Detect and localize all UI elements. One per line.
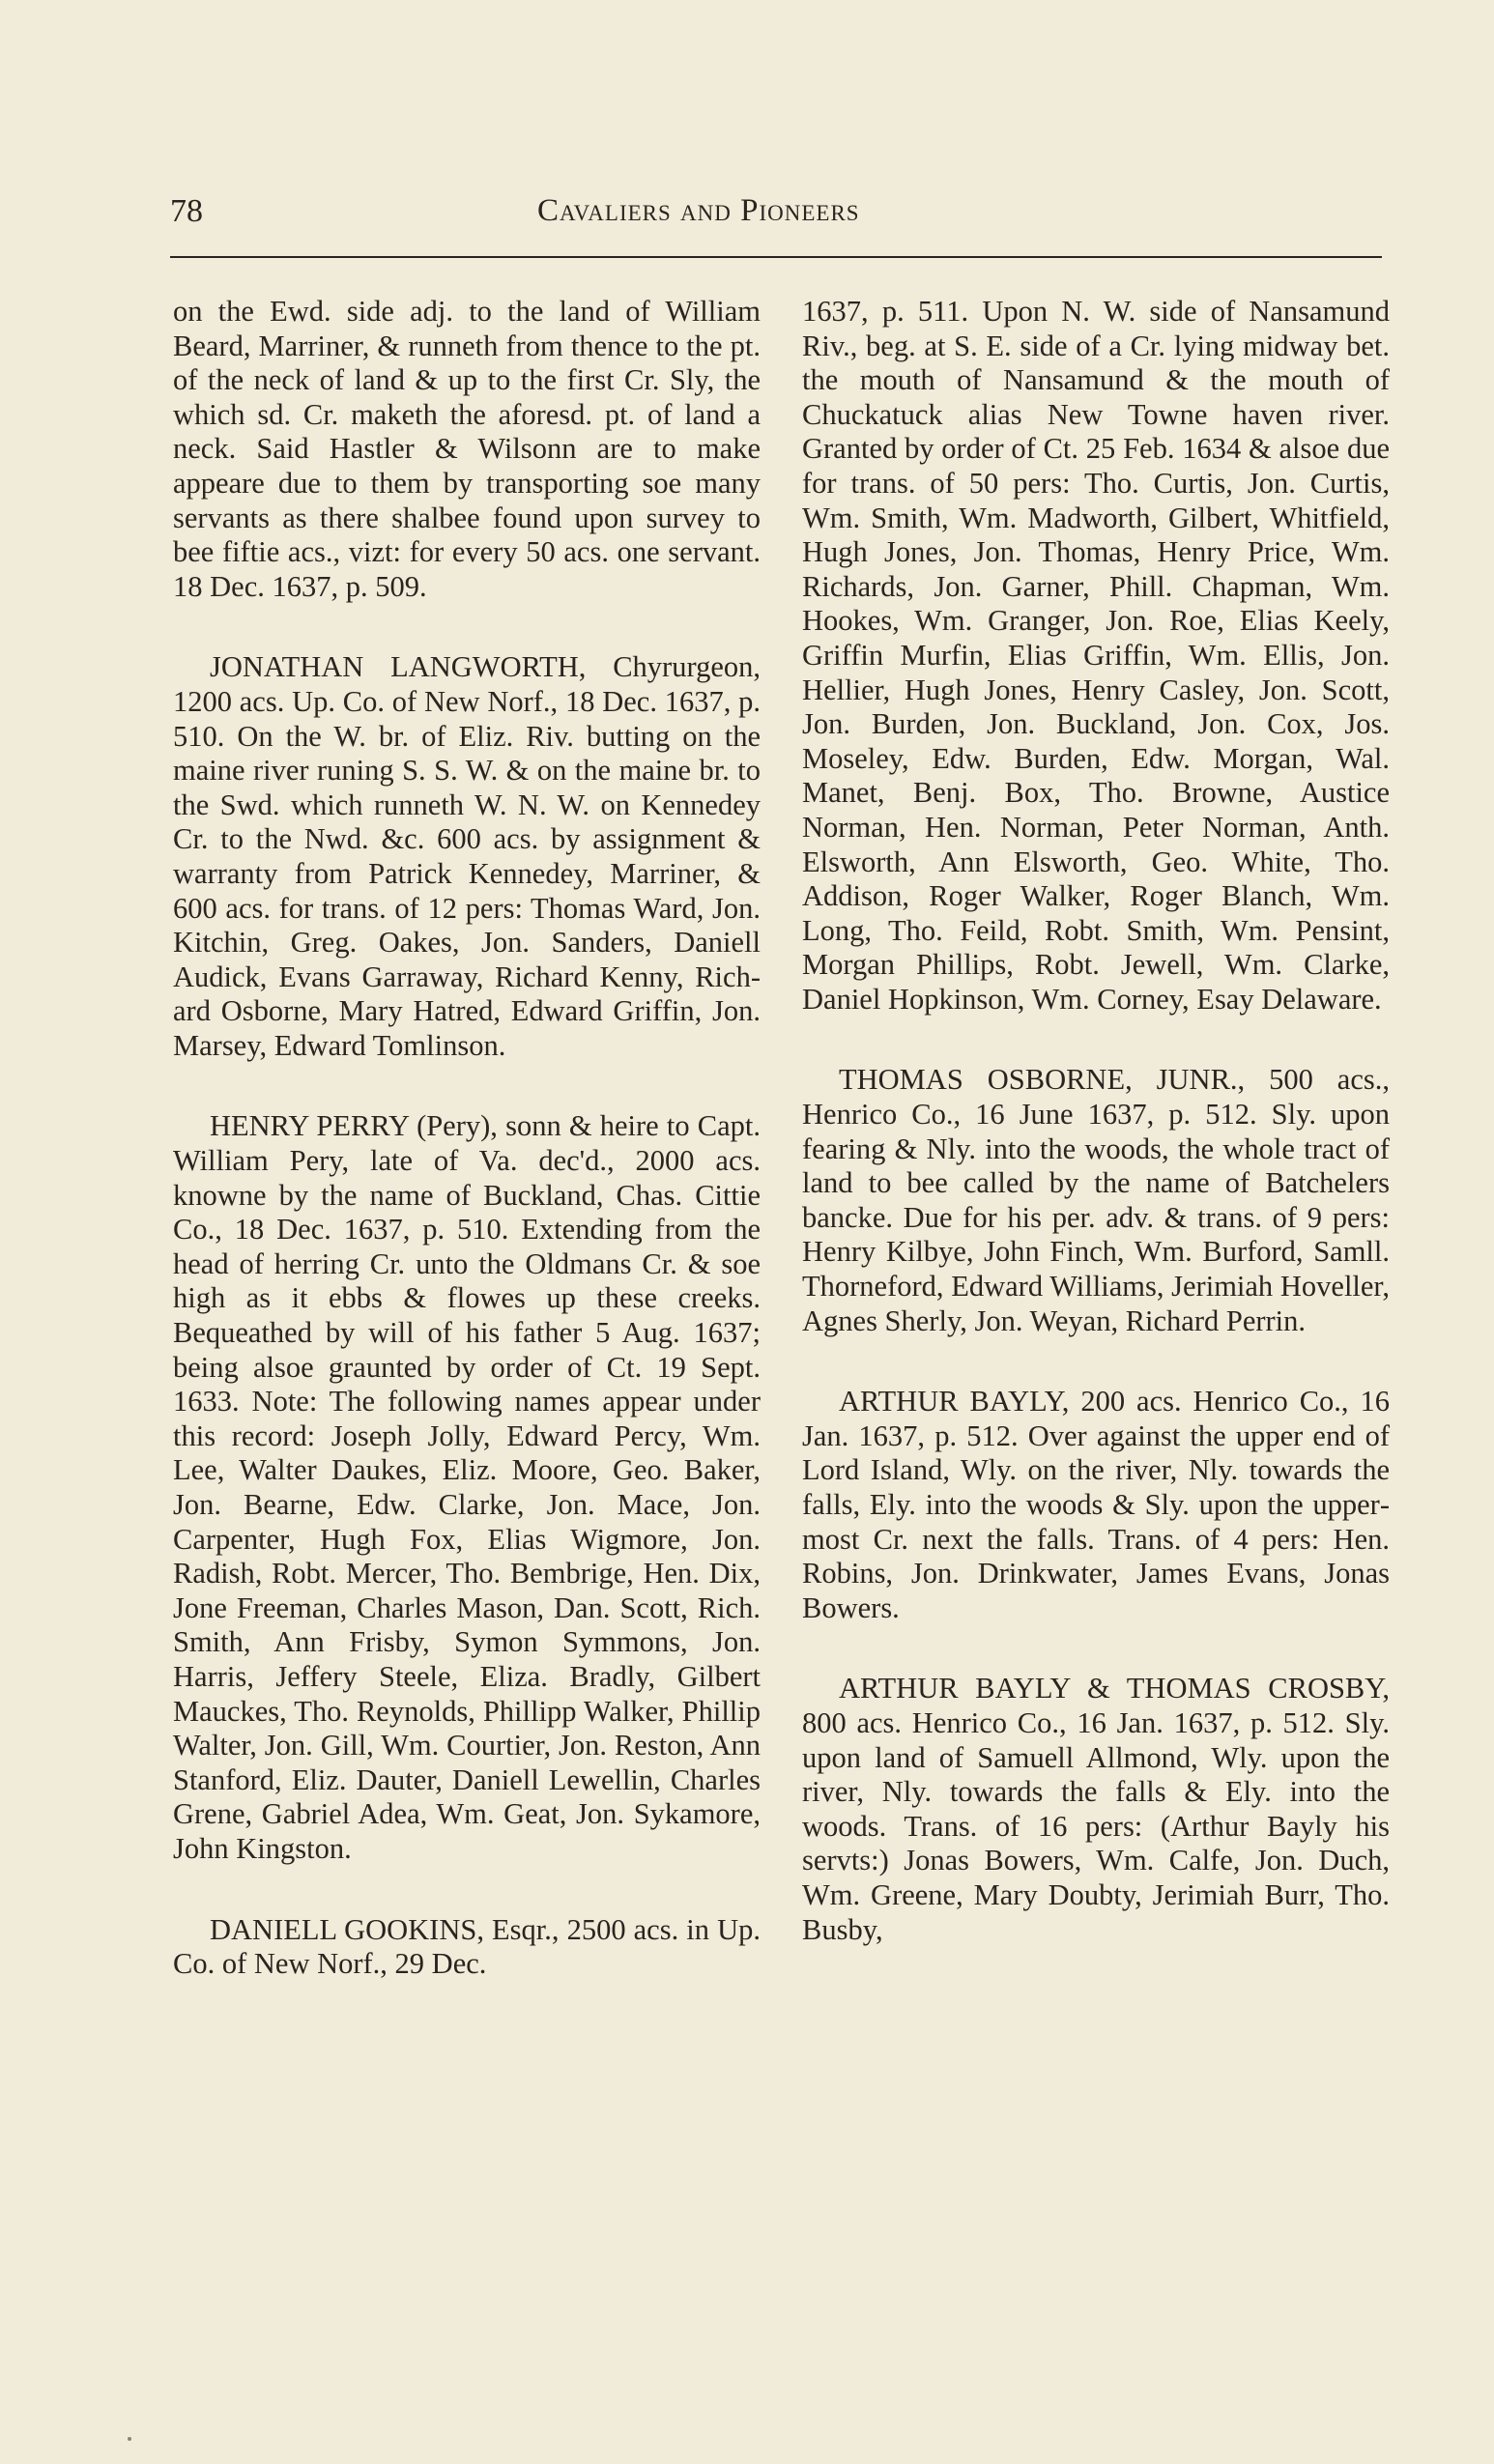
header-rule (170, 256, 1382, 258)
entry-arthur-bayly: ARTHUR BAYLY, 200 acs. Henrico Co., 16 Jan. 1637, p. 512. Over against the upper end of Lord Island, Wly. on the river, Nly. towards the falls, Ely. into the woods & Sly. upon the uppermost Cr. next the falls. Trans. of 4 pers: Hen. Robins, Jon. Drinkwater, James Evans, Jonas Bowers. (802, 1385, 1390, 1624)
page-number: 78 (170, 193, 203, 229)
entry-thomas-osborne-junr: THOMAS OSBORNE, JUNR., 500 acs., Henrico Co., 16 June 1637, p. 512. Sly. upon fearing & Nly. into the woods, the whole tract of land to bee called by the name of Batchelers bancke. Due for his per. adv. & trans. of 9 pers: Henry Kilbye, John Finch, Wm. Burford, Samll. Thorneford, Edward Williams, Jerimiah Hoveller, Agnes Sherly, Jon. Weyan, Richard Perrin. (802, 1063, 1390, 1337)
entry-arthur-bayly-thomas-crosby: ARTHUR BAYLY & THOMAS CROSBY, 800 acs. Henrico Co., 16 Jan. 1637, p. 512. Sly. upon land of Samuell Allmond, Wly. upon the river, Nly. towards the falls & Ely. into the woods. Trans. of 16 pers: (Arthur Bayly his servts:) Jonas Bowers, Wm. Calfe, Jon. Duch, Wm. Greene, Mary Doubty, Jerimiah Burr, Tho. Busby, (802, 1672, 1390, 1946)
right-column (802, 295, 1390, 1993)
left-column (173, 295, 761, 2028)
margin-speck (128, 2437, 131, 2441)
page-header (170, 193, 1382, 242)
running-title: Cavaliers and Pioneers (537, 193, 860, 228)
entry-henry-perry: HENRY PERRY (Pery), sonn & heire to Capt. William Pery, late of Va. dec'd., 2000 acs. knowne by the name of Buckland, Chas. Cittie Co., 18 Dec. 1637, p. 510. Extending from the head of herring Cr. unto the Oldmans Cr. & soe high as it ebbs & flowes up these creeks. Bequeathed by will of his father 5 Aug. 1637; being alsoe graunted by order of Ct. 19 Sept. 1633. Note: The following names appear under this record: Joseph Jolly, Edward Percy, Wm. Lee, Walter Daukes, Eliz. Moore, Geo. Baker, Jon. Bearne, Edw. Clarke, Jon. Mace, Jon. Carpenter, Hugh Fox, Elias Wigmore, Jon. Radish, Robt. Mercer, Tho. Bembrige, Hen. Dix, Jone Freeman, Charles Mason, Dan. Scott, Rich. Smith, Ann Frisby, Symon Symmons, Jon. Harris, Jeffery Steele, Eliza. Bradly, Gilbert Mauckes, Tho. Reynolds, Phillipp Walker, Phillip Walter, Jon. Gill, Wm. Courtier, Jon. Reston, Ann Stanford, Eliz. Dauter, Daniell Lewellin, Charles Grene, Gabriel Adea, Wm. Geat, Jon. Sykamore, John Kingston. (173, 1109, 761, 1865)
entry-daniell-gookins: DANIELL GOOKINS, Esqr., 2500 acs. in Up. Co. of New Norf., 29 Dec. (173, 1912, 761, 1981)
entry-jonathan-langworth: JONATHAN LANGWORTH, Chyrurgeon, 1200 acs. Up. Co. of New Norf., 18 Dec. 1637, p. 510. On the W. br. of Eliz. Riv. butting on the maine river runing S. S. W. & on the maine br. to the Swd. which runneth W. N. W. on Kennedey Cr. to the Nwd. &c. 600 acs. by assignment & warranty from Patrick Kennedey, Marriner, & 600 acs. for trans. of 12 pers: Thomas Ward, Jon. Kitchin, Greg. Oakes, Jon. Sanders, Daniell Audick, Evans Garraway, Richard Kenny, Richard Osborne, Mary Hatred, Edward Griffin, Jon. Marsey, Edward Tomlinson. (173, 650, 761, 1062)
entry-continued-daniell-gookins: 1637, p. 511. Upon N. W. side of Nansamund Riv., beg. at S. E. side of a Cr. lying midway bet. the mouth of Nansamund & the mouth of Chuckatuck alias New Towne haven river. Granted by order of Ct. 25 Feb. 1634 & alsoe due for trans. of 50 pers: Tho. Curtis, Jon. Curtis, Wm. Smith, Wm. Madworth, Gilbert, Whitfield, Hugh Jones, Jon. Thomas, Henry Price, Wm. Richards, Jon. Garner, Phill. Chapman, Wm. Hookes, Wm. Granger, Jon. Roe, Elias Keely, Griffin Murfin, Elias Griffin, Wm. Ellis, Jon. Hellier, Hugh Jones, Henry Casley, Jon. Scott, Jon. Burden, Jon. Buckland, Jon. Cox, Jos. Moseley, Edw. Burden, Edw. Morgan, Wal. Manet, Benj. Box, Tho. Browne, Austice Norman, Hen. Norman, Peter Norman, Anth. Elsworth, Ann Elsworth, Geo. White, Tho. Addison, Roger Walker, Roger Blanch, Wm. Long, Tho. Feild, Robt. Smith, Wm. Pensint, Morgan Phillips, Robt. Jewell, Wm. Clarke, Daniel Hopkinson, Wm. Corney, Esay Delaware. (802, 295, 1390, 1016)
entry-continued-hastler-wilsonn: on the Ewd. side adj. to the land of William Beard, Marriner, & runneth from thence to the pt. of the neck of land & up to the first Cr. Sly, the which sd. Cr. maketh the aforesd. pt. of land a neck. Said Hastler & Wilsonn are to make appeare due to them by transporting soe many servants as there shalbee found upon survey to bee fiftie acs., vizt: for every 50 acs. one servant. 18 Dec. 1637, p. 509. (173, 295, 761, 603)
